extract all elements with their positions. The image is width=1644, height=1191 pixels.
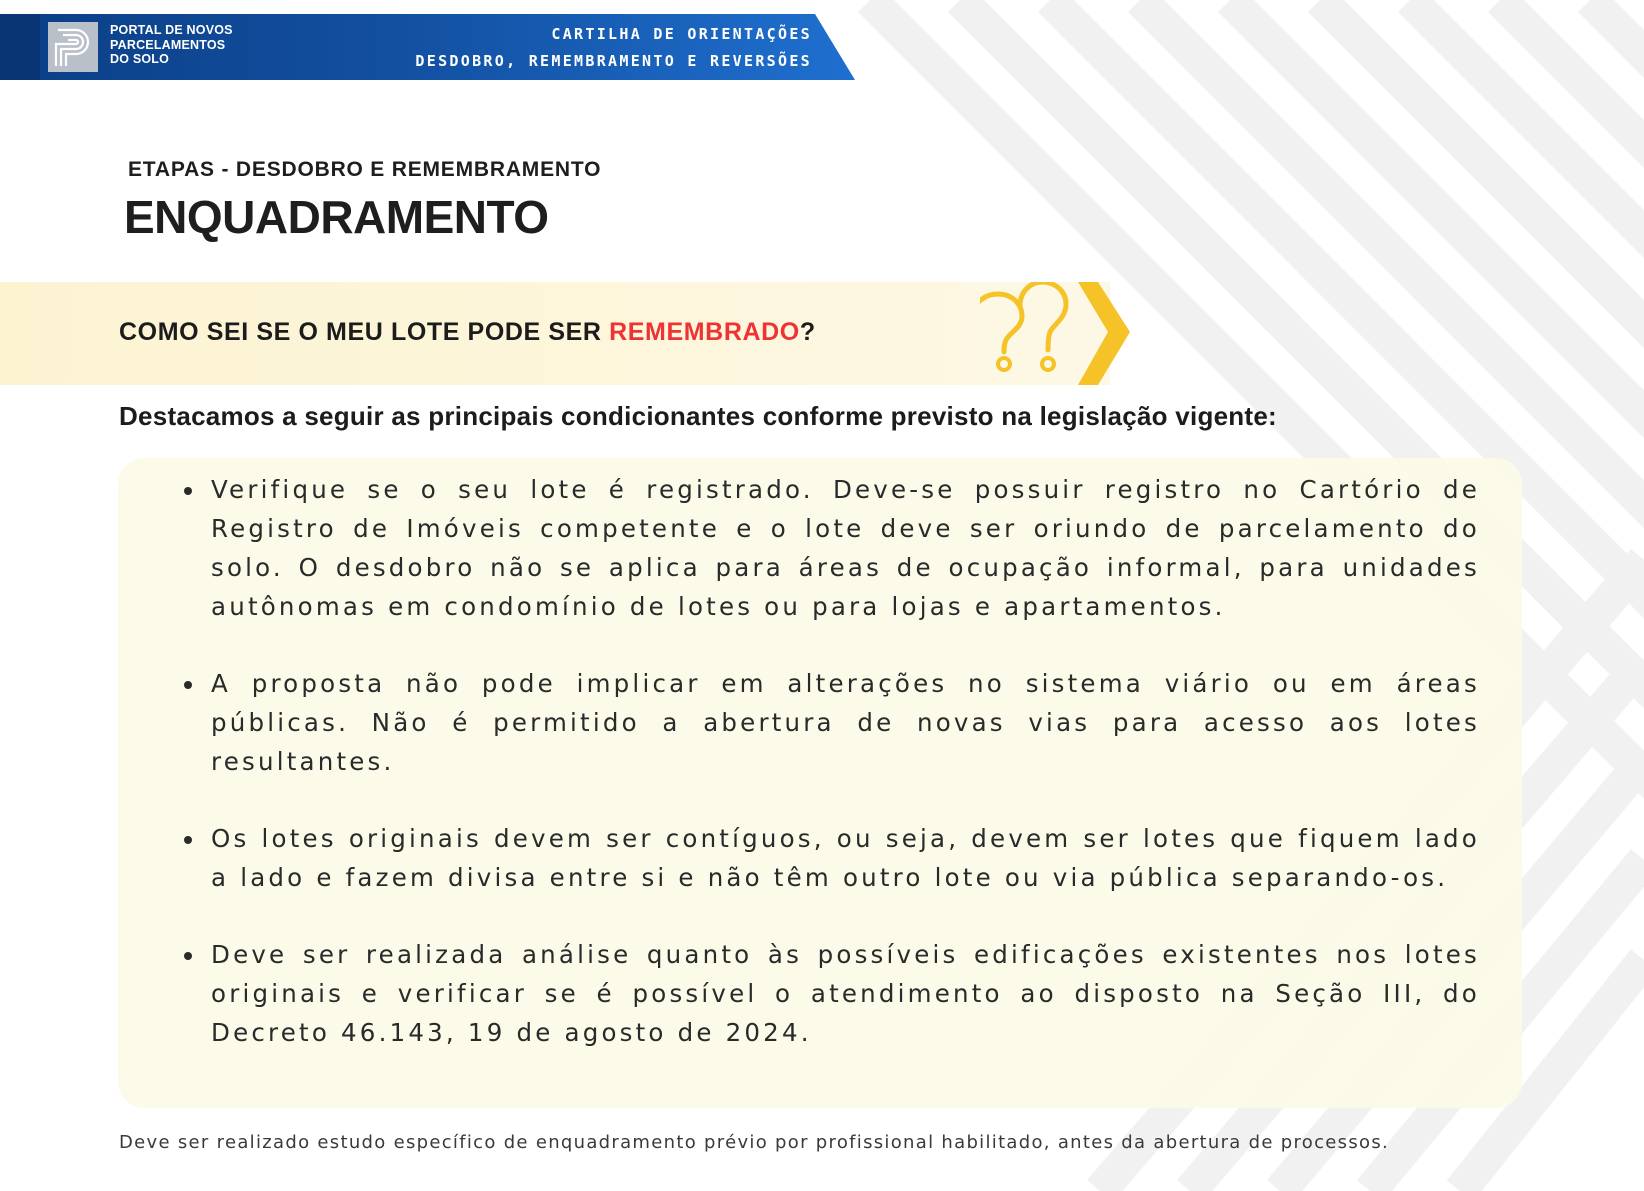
list-item: A proposta não pode implicar em alterações no sistema viário ou em áreas públicas. Não é permitido a abertura de novas vias para acesso aos lotes resultantes. bbox=[178, 664, 1480, 781]
list-item: Verifique se o seu lote é registrado. Deve-se possuir registro no Cartório de Registro de Imóveis competente e o lote deve ser oriundo de parcelamento do solo. O desdobro não se aplica para áreas de ocupação informal, para unidades autônomas em condomínio de lotes ou para lojas e apartamentos. bbox=[178, 470, 1480, 626]
portal-name-line: DO SOLO bbox=[110, 52, 170, 66]
section-subtitle: ETAPAS - DESDOBRO E REMEMBRAMENTO bbox=[128, 158, 602, 181]
question-mark-icon bbox=[1020, 282, 1066, 350]
question-dot-icon bbox=[1042, 358, 1054, 370]
lead-text: Destacamos a seguir as principais condicionantes conforme previsto na legislação vigente: bbox=[119, 401, 1277, 431]
header-banner bbox=[0, 14, 860, 80]
question-heading bbox=[119, 318, 816, 347]
list-item: Os lotes originais devem ser contíguos, ou seja, devem ser lotes que fiquem lado a lado e fazem divisa entre si e não têm outro lote ou via pública separando-os. bbox=[178, 819, 1480, 897]
list-item: Deve ser realizada análise quanto às possíveis edificações existentes nos lotes originais e verificar se é possível o atendimento ao disposto na Seção III, do Decreto 46.143, 19 de agosto de 2024. bbox=[178, 935, 1480, 1052]
banner-title bbox=[415, 21, 812, 75]
portal-logo-icon bbox=[48, 22, 98, 72]
portal-name-line: PORTAL DE NOVOS bbox=[110, 23, 233, 37]
question-icons bbox=[980, 282, 1160, 387]
question-prefix: COMO SEI SE O MEU LOTE PODE SER bbox=[119, 318, 610, 346]
footnote: Deve ser realizado estudo específico de enquadramento prévio por profissional habilitado, antes da abertura de processos. bbox=[119, 1132, 1390, 1153]
question-dot-icon bbox=[998, 358, 1010, 370]
question-highlight: REMEMBRADO bbox=[609, 318, 800, 346]
banner-title-line1: CARTILHA DE ORIENTAÇÕES bbox=[551, 25, 812, 43]
page-title: ENQUADRAMENTO bbox=[124, 191, 549, 243]
conditions-list bbox=[178, 470, 1480, 1090]
chevron-right-icon bbox=[1078, 282, 1130, 385]
banner-title-line2: DESDOBRO, REMEMBRAMENTO E REVERSÕES bbox=[415, 52, 812, 70]
question-suffix: ? bbox=[799, 318, 816, 346]
portal-name-line: PARCELAMENTOS bbox=[110, 37, 226, 52]
portal-name bbox=[110, 23, 233, 67]
question-mark-icon bbox=[980, 294, 1022, 352]
